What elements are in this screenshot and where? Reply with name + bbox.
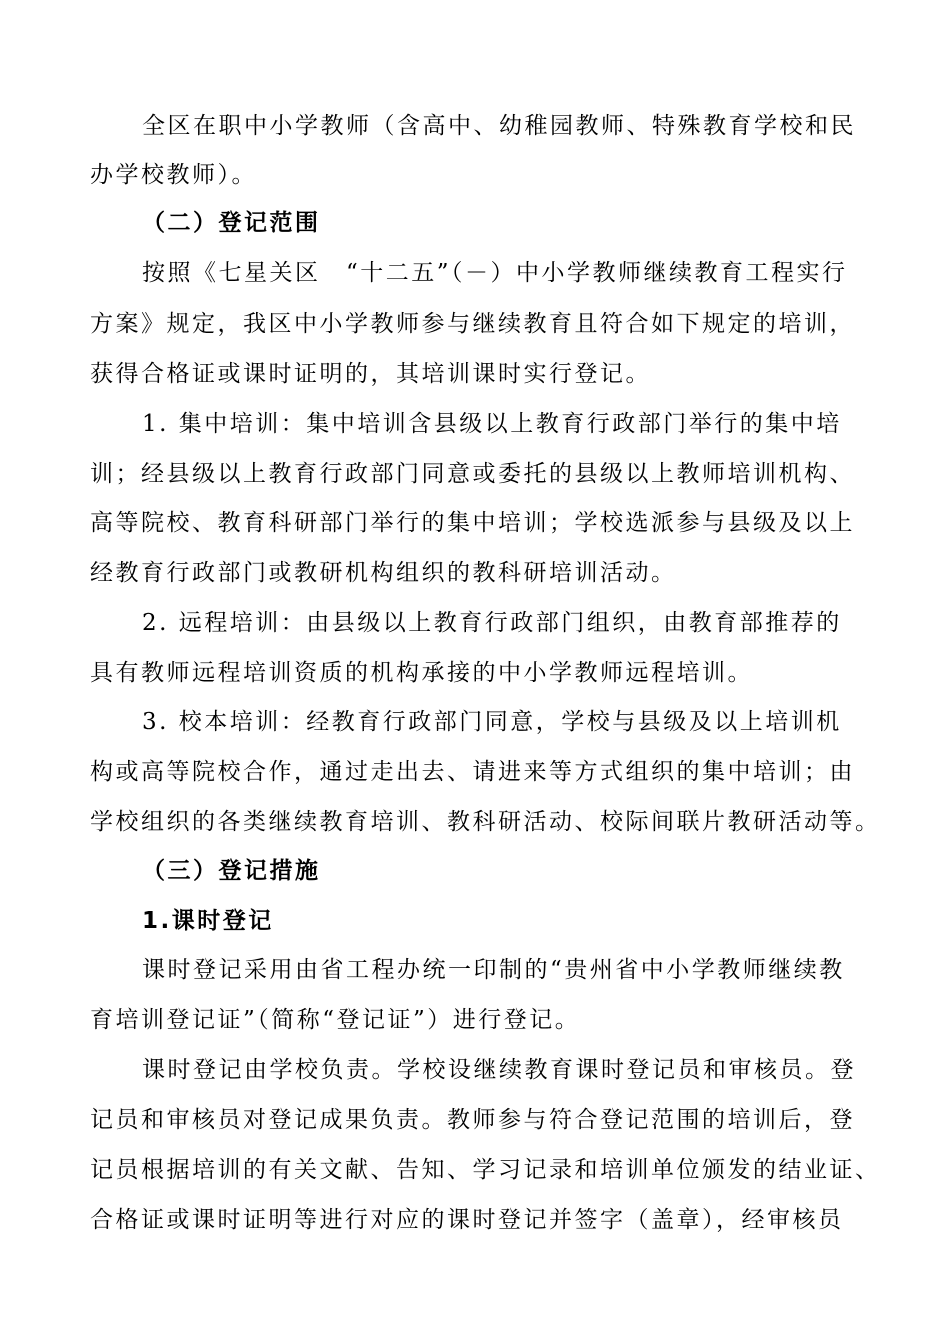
paragraph-line: 按照《七星关区 “十二五”（－）中小学教师继续教育工程实行 <box>142 260 848 286</box>
paragraph-line: 合格证或课时证明等进行对应的课时登记并签字（盖章），经审核员 <box>90 1207 844 1233</box>
section-heading: （二）登记范围 <box>142 210 321 236</box>
paragraph-line: 具有教师远程培训资质的机构承接的中小学教师远程培训。 <box>90 660 753 686</box>
paragraph-line: 记员和审核员对登记成果负责。教师参与符合登记范围的培训后，登 <box>90 1107 855 1133</box>
paragraph-line: 育培训登记证”（简称“登记证”）进行登记。 <box>90 1007 581 1033</box>
paragraph-line: 方案》规定，我区中小学教师参与继续教育且符合如下规定的培训， <box>90 311 855 337</box>
paragraph-line: 办学校教师）。 <box>90 162 257 188</box>
subsection-heading: 1.课时登记 <box>142 908 274 934</box>
paragraph-line: 获得合格证或课时证明的，其培训课时实行登记。 <box>90 361 651 387</box>
paragraph-line: 2. 远程培训：由县级以上教育行政部门组织，由教育部推荐的 <box>142 610 842 636</box>
section-heading: （三）登记措施 <box>142 858 321 884</box>
paragraph-line: 经教育行政部门或教研机构组织的教科研培训活动。 <box>90 560 677 586</box>
paragraph-line: 3. 校本培训：经教育行政部门同意，学校与县级及以上培训机 <box>142 709 842 735</box>
paragraph-line: 高等院校、教育科研部门举行的集中培训；学校选派参与县级及以上 <box>90 510 855 536</box>
paragraph-line: 1. 集中培训：集中培训含县级以上教育行政部门举行的集中培 <box>142 411 842 437</box>
paragraph-line: 训；经县级以上教育行政部门同意或委托的县级以上教师培训机构、 <box>90 461 855 487</box>
paragraph-line: 全区在职中小学教师（含高中、幼稚园教师、特殊教育学校和民 <box>142 113 856 139</box>
paragraph-line: 记员根据培训的有关文献、告知、学习记录和培训单位颁发的结业证、 <box>90 1157 881 1183</box>
paragraph-line: 学校组织的各类继续教育培训、教科研活动、校际间联片教研活动等。 <box>90 809 881 835</box>
paragraph-line: 课时登记由学校负责。学校设继续教育课时登记员和审核员。登 <box>142 1057 856 1083</box>
paragraph-line: 课时登记采用由省工程办统一印制的“贵州省中小学教师继续教 <box>142 957 845 983</box>
paragraph-line: 构或高等院校合作，通过走出去、请进来等方式组织的集中培训；由 <box>90 759 855 785</box>
